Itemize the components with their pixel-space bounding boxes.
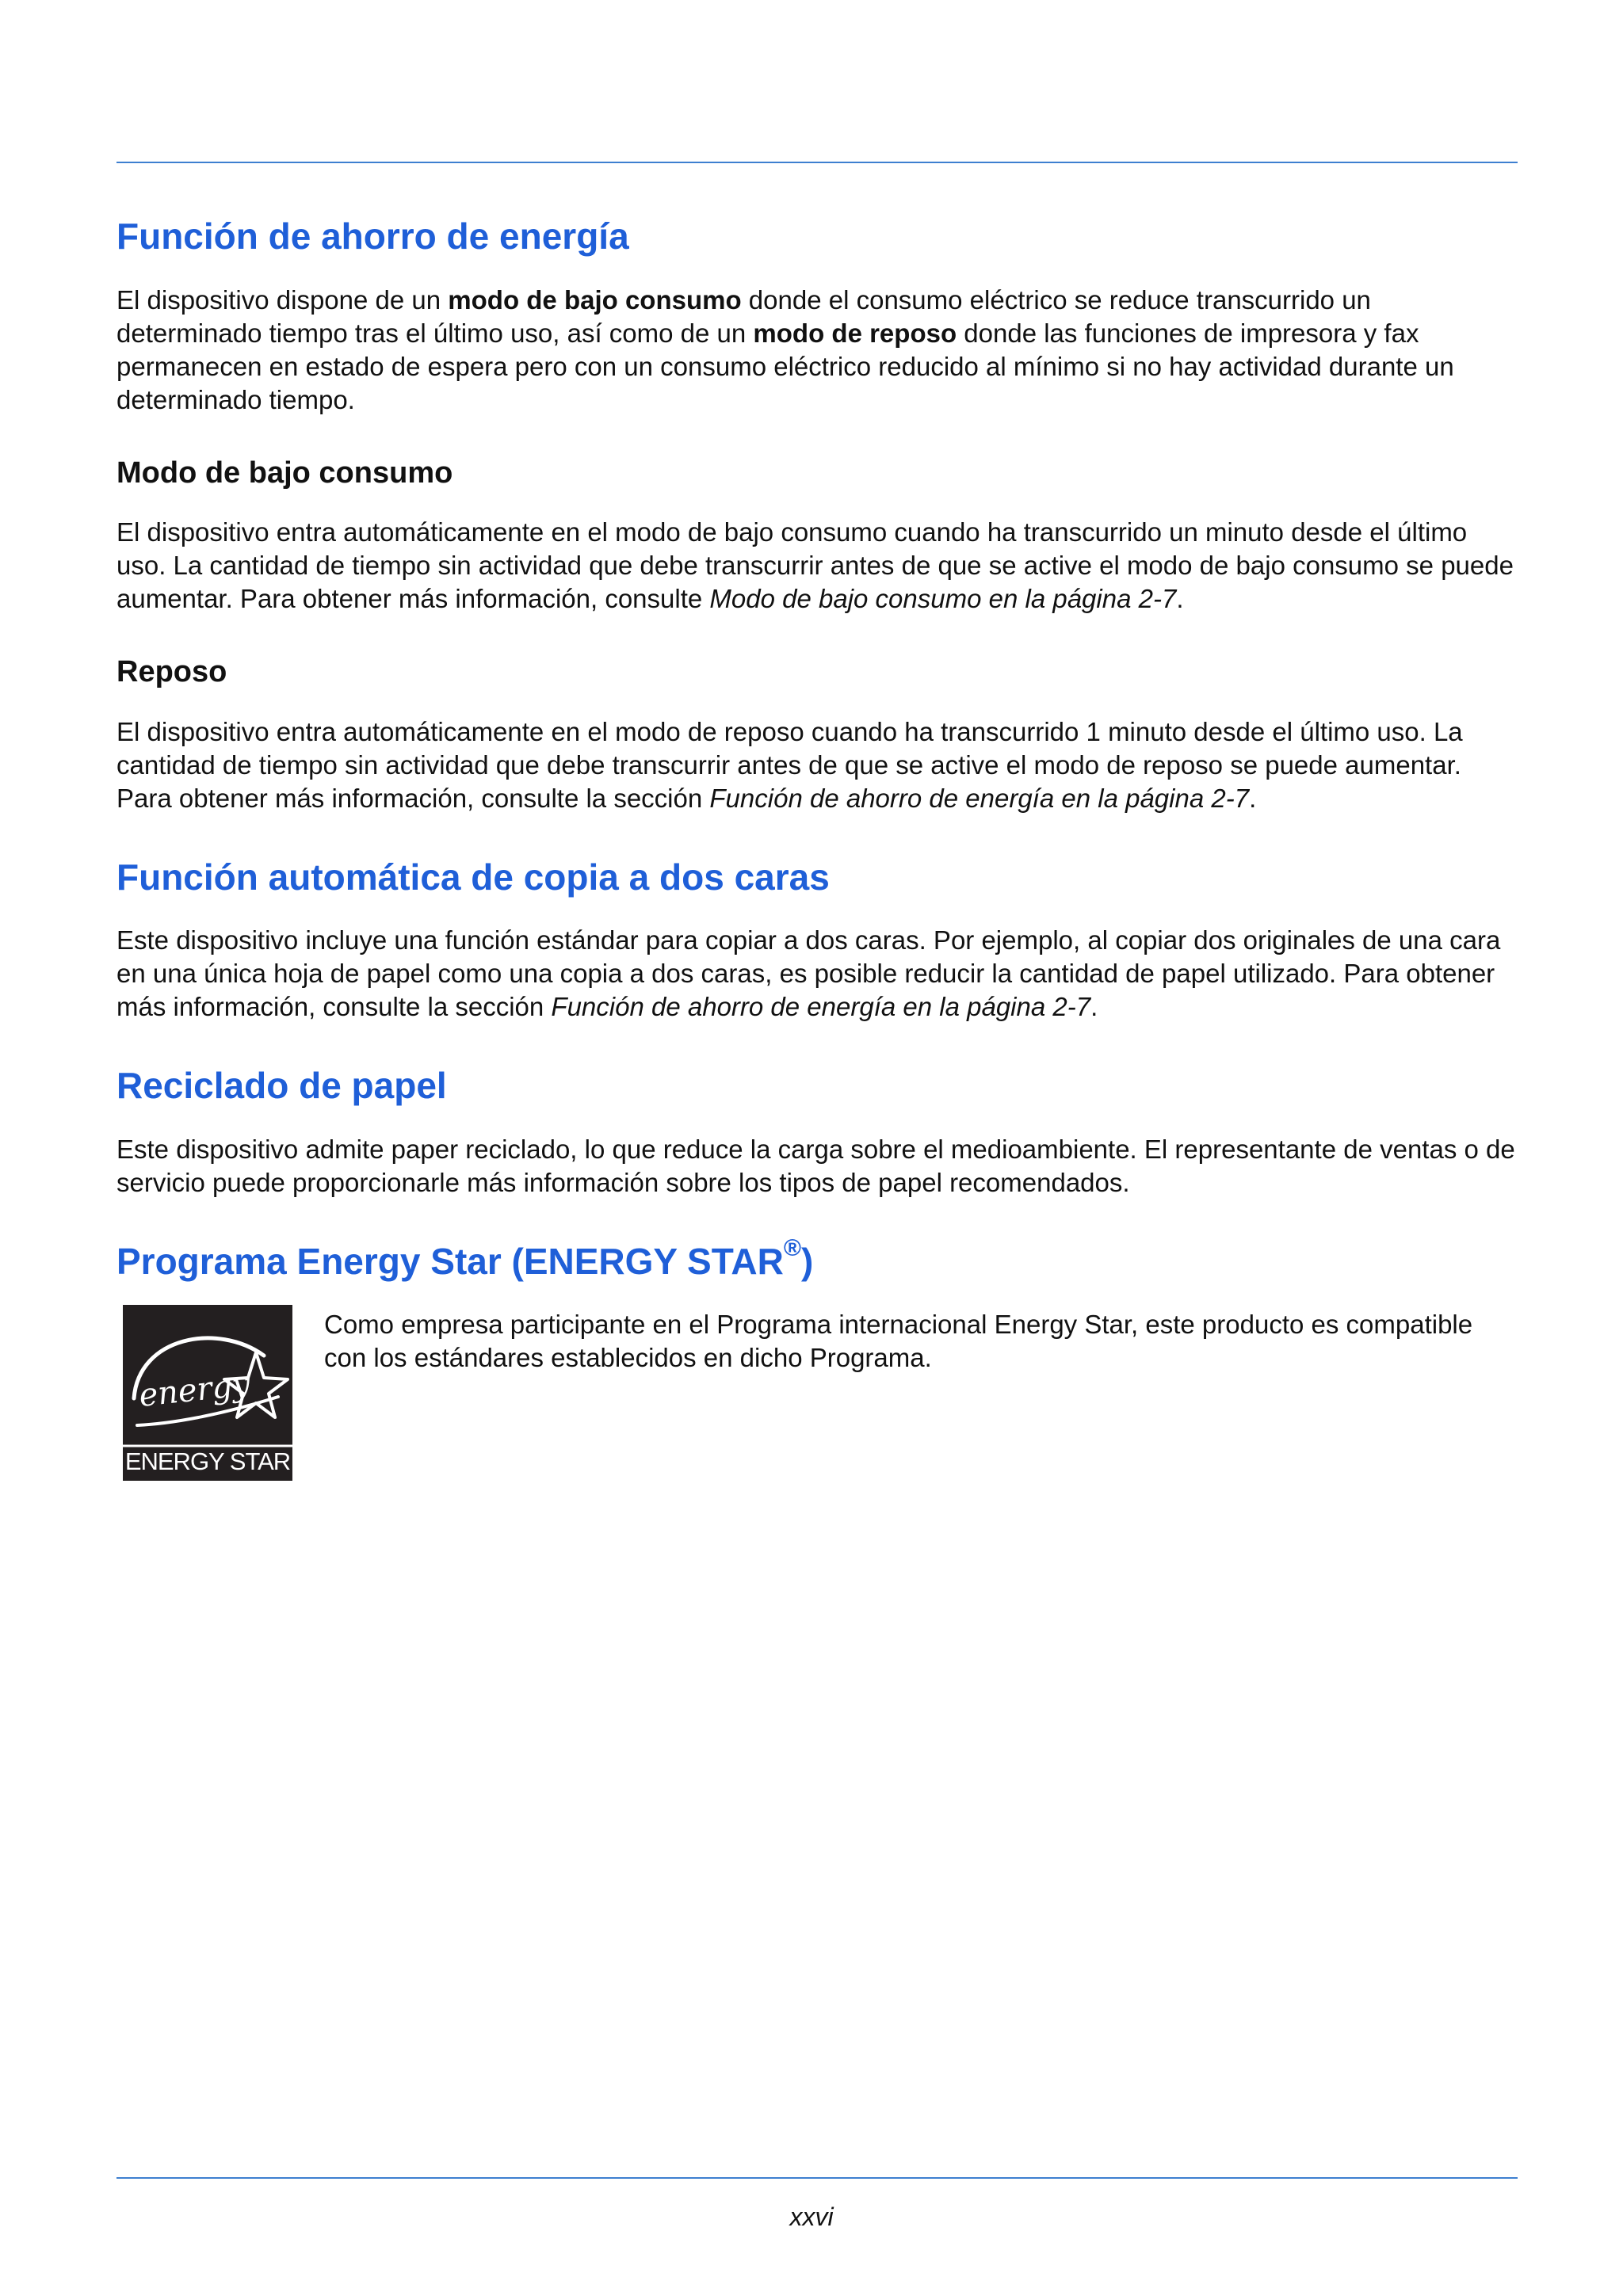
low-power-end: . [1176, 584, 1184, 613]
intro-text-2: donde el consumo eléctrico se reduce transcurrido un determinado tiempo tras el último uso, así como de un [116, 284, 1371, 348]
heading-recycling: Reciclado de papel [116, 1065, 447, 1106]
intro-text-3: donde las funciones de impresora y fax permanecen en estado de espera pero con un consumo eléctrico reducido al mínimo si no hay actividad durante un determinado tiempo. [116, 318, 1454, 414]
page-content [116, 214, 1518, 1481]
low-power-paragraph [116, 516, 1518, 616]
heading-energy-saving: Función de ahorro de energía [116, 215, 629, 257]
low-power-reference: Modo de bajo consumo en la página 2-7 [709, 584, 1177, 613]
energy-star-title-text: Programa Energy Star (ENERGY STAR [116, 1240, 784, 1282]
intro-bold-sleep: modo de reposo [753, 318, 957, 348]
footer-rule [116, 2177, 1518, 2179]
heading-sleep: Reposo [116, 655, 227, 688]
heading-low-power-mode: Modo de bajo consumo [116, 456, 453, 490]
duplex-end: . [1090, 992, 1098, 1021]
heading-energy-star [116, 1235, 1518, 1285]
sleep-end: . [1249, 783, 1257, 813]
sleep-reference: Función de ahorro de energía en la página 2-7 [709, 783, 1250, 813]
sleep-text: El dispositivo entra automáticamente en el modo de reposo cuando ha transcurrido 1 minuto desde el último uso. La cantidad de tiempo sin actividad que debe transcurrir antes de que se active el modo de reposo se puede aumentar. Para obtener más información, consulte la sección [116, 716, 1463, 813]
logo-script-text: energy [137, 1366, 252, 1414]
sleep-paragraph [116, 715, 1518, 815]
duplex-reference: Función de ahorro de energía en la página 2-7 [551, 992, 1091, 1021]
header-rule [116, 162, 1518, 163]
energy-star-logo-label: ENERGY STAR [124, 1447, 291, 1475]
intro-text-1: El dispositivo dispone de un [116, 284, 449, 315]
energy-star-title-end: ) [800, 1240, 814, 1282]
energy-star-row [116, 1305, 1518, 1481]
low-power-text: El dispositivo entra automáticamente en el modo de bajo consumo cuando ha transcurrido un minuto desde el último uso. La cantidad de tiempo sin actividad que debe transcurrir antes de que se active el modo de bajo consumo se puede aumentar. Para obtener más información, consulte [116, 517, 1514, 613]
energy-saving-intro [116, 284, 1518, 417]
duplex-paragraph [116, 924, 1518, 1024]
registered-mark: ® [783, 1235, 801, 1262]
recycling-paragraph: Este dispositivo admite paper reciclado, lo que reduce la carga sobre el medioambiente. El representante de ventas o de servicio puede proporcionarle más información sobre los tipos de papel recomendados. [116, 1134, 1515, 1197]
intro-bold-low-power: modo de bajo consumo [448, 284, 742, 315]
energy-star-logo [123, 1305, 292, 1481]
duplex-text: Este dispositivo incluye una función estándar para copiar a dos caras. Por ejemplo, al copiar dos originales de una cara en una única hoja de papel como una copia a dos caras, es posible reducir la cantidad de papel utilizado. Para obtener más información, consulte la sección [116, 925, 1501, 1021]
heading-duplex: Función automática de copia a dos caras [116, 856, 830, 898]
page-number: xxvi [789, 2203, 834, 2231]
energy-star-paragraph: Como empresa participante en el Programa internacional Energy Star, este producto es compatible con los estándares establecidos en dicho Programa. [324, 1310, 1473, 1372]
